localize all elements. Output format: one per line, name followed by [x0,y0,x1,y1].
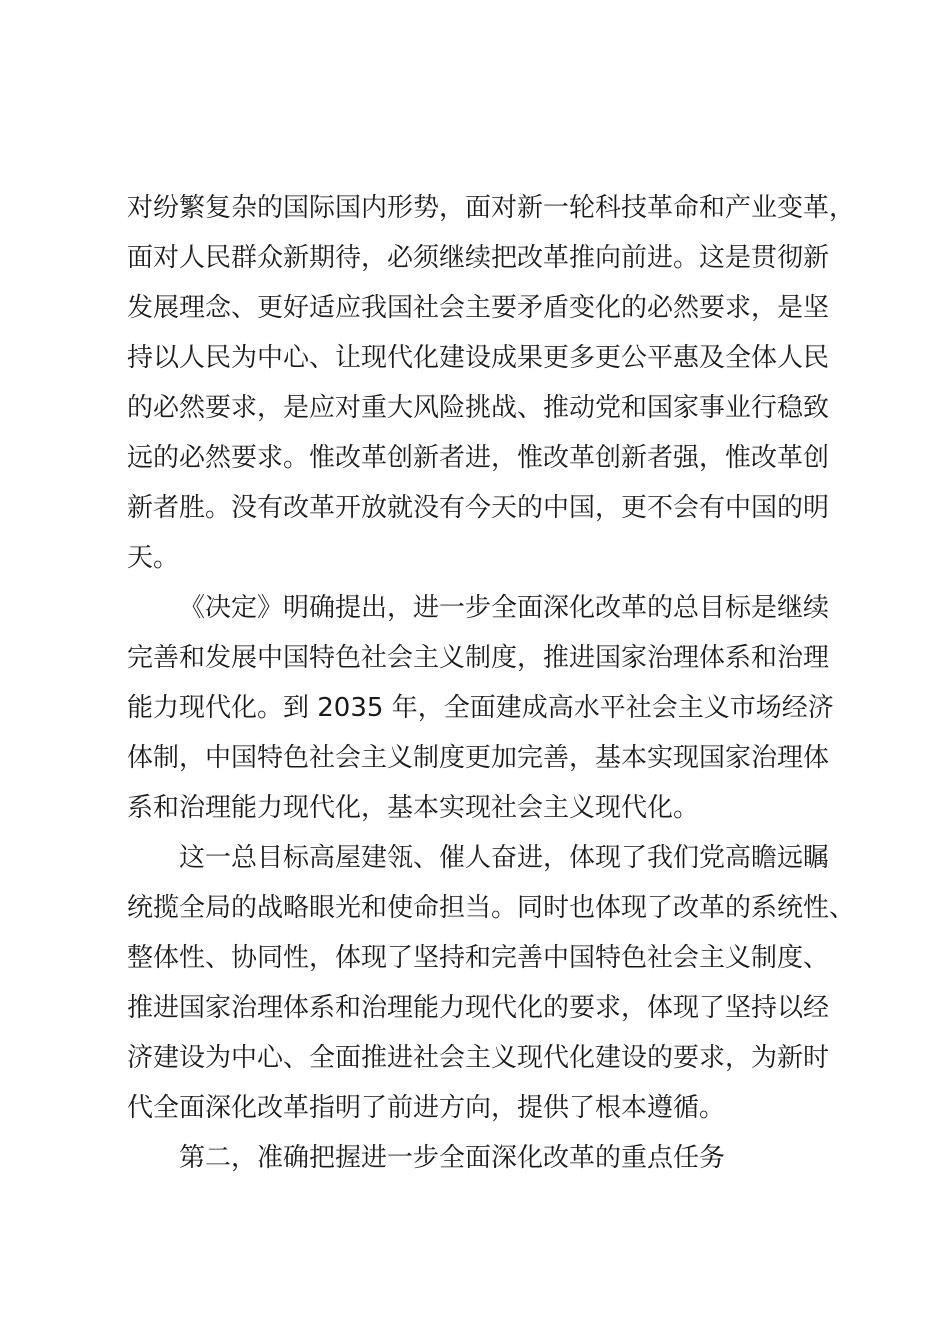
section-heading [127,1133,847,1183]
text-line: 天。 [127,543,180,573]
text-line: 第二，准确把握进一步全面深化改革的重点任务 [179,1143,726,1173]
text-line: 完善和发展中国特色社会主义制度，推进国家治理体系和治理 [127,643,830,673]
text-line: 对纷繁复杂的国际国内形势，面对新一轮科技革命和产业变革， [127,193,856,223]
text-line: 整体性、协同性，体现了坚持和完善中国特色社会主义制度、 [127,943,830,973]
paragraph-2 [127,583,847,833]
text-line: 这一总目标高屋建瓴、催人奋进，体现了我们党高瞻远瞩 [179,843,830,873]
text-line: 面对人民群众新期待，必须继续把改革推向前进。这是贯彻新 [127,243,830,273]
text-line: 远的必然要求。惟改革创新者进，惟改革创新者强，惟改革创 [127,443,830,473]
paragraph-1 [127,183,856,583]
text-line: 持以人民为中心、让现代化建设成果更多更公平惠及全体人民 [127,343,830,373]
text-line: 《决定》明确提出，进一步全面深化改革的总目标是继续 [179,593,830,623]
paragraph-3 [127,833,856,1133]
text-line: 统揽全局的战略眼光和使命担当。同时也体现了改革的系统性、 [127,893,856,923]
text-line: 体制，中国特色社会主义制度更加完善，基本实现国家治理体 [127,743,830,773]
text-line: 济建设为中心、全面推进社会主义现代化建设的要求，为新时 [127,1043,830,1073]
text-line: 系和治理能力现代化，基本实现社会主义现代化。 [127,793,700,823]
text-line: 新者胜。没有改革开放就没有今天的中国，更不会有中国的明 [127,493,830,523]
text-line: 推进国家治理体系和治理能力现代化的要求，体现了坚持以经 [127,993,830,1023]
body-text [127,183,856,1183]
text-line: 的必然要求，是应对重大风险挑战、推动党和国家事业行稳致 [127,393,830,423]
text-line: 发展理念、更好适应我国社会主要矛盾变化的必然要求，是坚 [127,293,830,323]
text-line: 代全面深化改革指明了前进方向，提供了根本遵循。 [127,1093,726,1123]
text-line: 能力现代化。到 2035 年，全面建成高水平社会主义市场经济 [127,693,834,723]
